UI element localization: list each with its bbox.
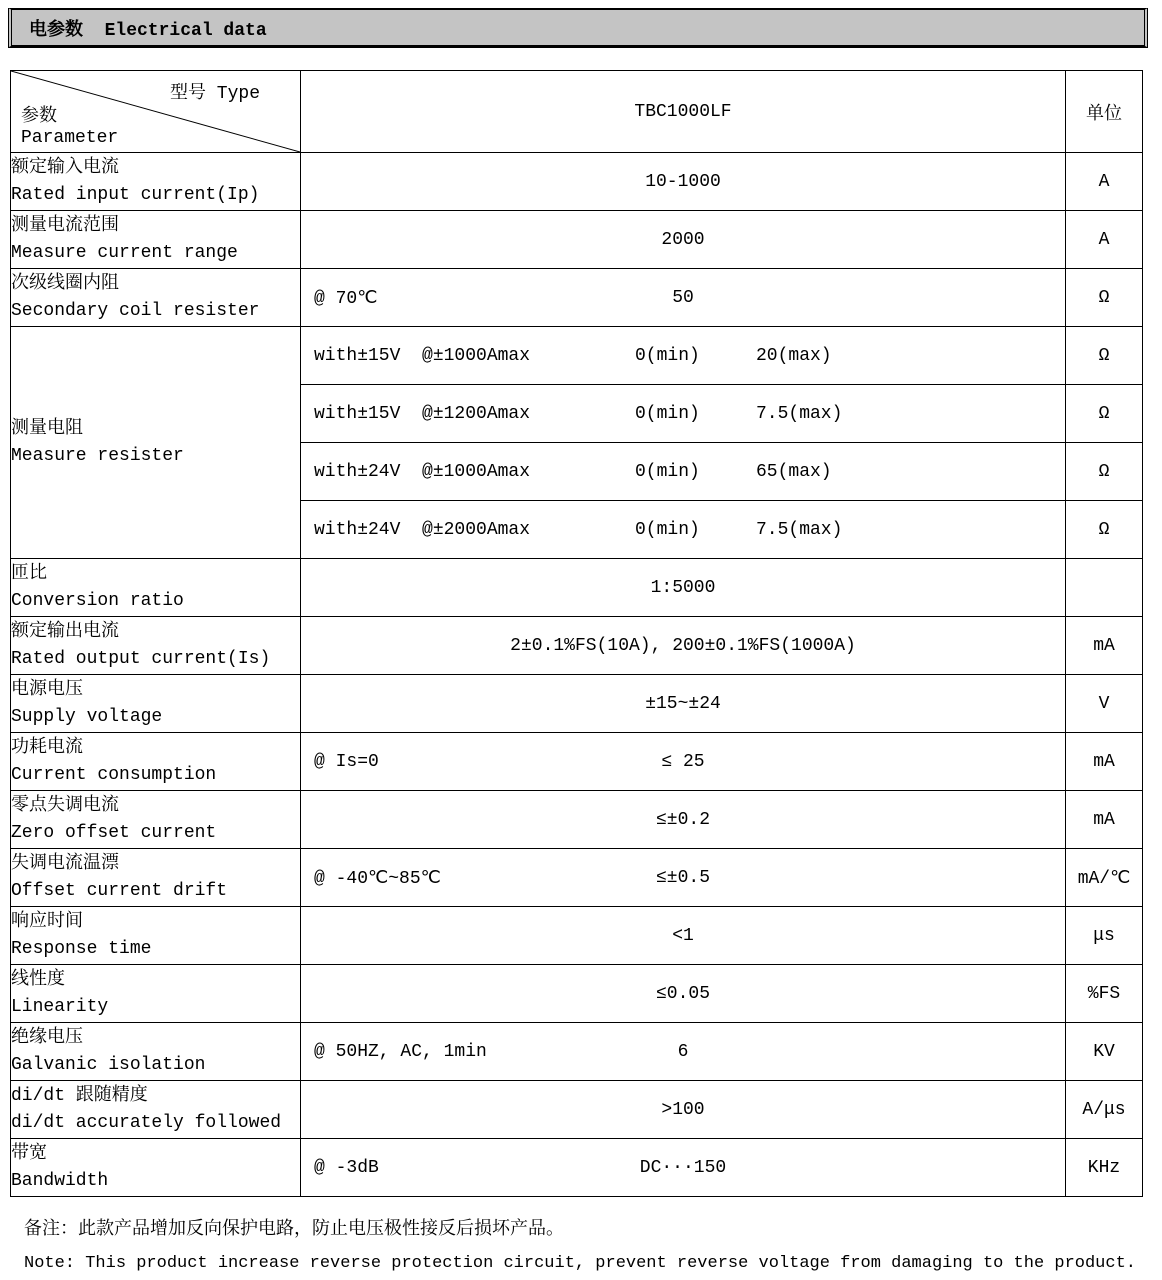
param-label-cell bbox=[11, 791, 301, 849]
section-title: 电参数 Electrical data bbox=[29, 20, 267, 41]
electrical-data-table bbox=[10, 70, 1143, 1197]
param-name-zh: 响应时间 bbox=[11, 911, 83, 932]
unit-header-label: 单位 bbox=[1086, 104, 1122, 125]
condition-text: @ Is=0 bbox=[314, 751, 379, 772]
param-name-zh: 次级线圈内阻 bbox=[11, 273, 119, 294]
max-value: 7.5(max) bbox=[756, 403, 843, 424]
row-supply-voltage bbox=[11, 675, 1143, 733]
unit-cell: KHz bbox=[1066, 1139, 1143, 1197]
value-text: 2±0.1%FS(10A), 200±0.1%FS(1000A) bbox=[510, 635, 856, 656]
table-header-row bbox=[11, 71, 1143, 153]
value-text: 1:5000 bbox=[650, 577, 716, 598]
unit-cell: Ω bbox=[1066, 501, 1143, 559]
param-name-zh: 功耗电流 bbox=[11, 737, 83, 758]
row-rated-output bbox=[11, 617, 1143, 675]
param-name-en: Offset current drift bbox=[11, 880, 228, 901]
param-name-zh: 失调电流温漂 bbox=[11, 853, 119, 874]
value-cell bbox=[301, 849, 1066, 907]
min-value: 0(min) bbox=[635, 461, 700, 482]
unit-cell: mA bbox=[1066, 791, 1143, 849]
max-value: 65(max) bbox=[756, 461, 832, 482]
param-name-en: Conversion ratio bbox=[11, 590, 184, 611]
param-label-cell bbox=[11, 907, 301, 965]
row-zero-offset bbox=[11, 791, 1143, 849]
param-name-en: Supply voltage bbox=[11, 706, 163, 727]
unit-cell: mA bbox=[1066, 617, 1143, 675]
condition-text: @ -40℃~85℃ bbox=[314, 868, 441, 889]
unit-cell: Ω bbox=[1066, 327, 1143, 385]
param-label-cell bbox=[11, 1081, 301, 1139]
param-label-cell bbox=[11, 675, 301, 733]
value-cell bbox=[301, 211, 1066, 269]
param-name-en: Rated output current(Is) bbox=[11, 648, 271, 669]
condition-text: with±24V @±2000Amax bbox=[314, 519, 531, 540]
param-label-cell bbox=[11, 1139, 301, 1197]
unit-cell: %FS bbox=[1066, 965, 1143, 1023]
unit-cell: μs bbox=[1066, 907, 1143, 965]
param-name-en: Bandwidth bbox=[11, 1170, 109, 1191]
row-conversion-ratio bbox=[11, 559, 1143, 617]
value-cell bbox=[301, 791, 1066, 849]
value-text: 10-1000 bbox=[645, 171, 721, 192]
param-name-en: Secondary coil resister bbox=[11, 300, 260, 321]
unit-cell: mA bbox=[1066, 733, 1143, 791]
value-cell bbox=[301, 385, 1066, 443]
value-cell bbox=[301, 965, 1066, 1023]
param-name-en: Rated input current(Ip) bbox=[11, 184, 260, 205]
model-name: TBC1000LF bbox=[634, 101, 732, 122]
unit-cell: A bbox=[1066, 153, 1143, 211]
param-name-zh: 带宽 bbox=[11, 1143, 47, 1164]
param-label-cell bbox=[11, 617, 301, 675]
value-text: 2000 bbox=[661, 229, 705, 250]
param-label-cell bbox=[11, 269, 301, 327]
param-name-en: Current consumption bbox=[11, 764, 217, 785]
value-text: 50 bbox=[672, 287, 694, 308]
value-text: ≤±0.2 bbox=[655, 809, 710, 830]
unit-cell: KV bbox=[1066, 1023, 1143, 1081]
min-value: 0(min) bbox=[635, 519, 700, 540]
unit-cell: Ω bbox=[1066, 385, 1143, 443]
param-label-cell bbox=[11, 327, 301, 559]
param-name-en: Measure current range bbox=[11, 242, 238, 263]
unit-cell: Ω bbox=[1066, 443, 1143, 501]
param-label-cell bbox=[11, 965, 301, 1023]
value-cell bbox=[301, 1139, 1066, 1197]
param-name-zh: 匝比 bbox=[11, 563, 47, 584]
value-text: ±15~±24 bbox=[645, 693, 721, 714]
condition-text: with±24V @±1000Amax bbox=[314, 461, 531, 482]
footnotes bbox=[24, 1214, 1136, 1280]
value-cell bbox=[301, 1081, 1066, 1139]
param-name-zh: 线性度 bbox=[11, 969, 65, 990]
row-measure-resister-1 bbox=[11, 327, 1143, 385]
value-cell bbox=[301, 733, 1066, 791]
value-cell bbox=[301, 443, 1066, 501]
param-name-zh: 测量电阻 bbox=[11, 418, 83, 439]
max-value: 7.5(max) bbox=[756, 519, 843, 540]
param-name-en: Galvanic isolation bbox=[11, 1054, 206, 1075]
param-label-cell bbox=[11, 849, 301, 907]
row-response-time bbox=[11, 907, 1143, 965]
unit-cell: A/μs bbox=[1066, 1081, 1143, 1139]
value-cell bbox=[301, 559, 1066, 617]
condition-text: with±15V @±1200Amax bbox=[314, 403, 531, 424]
section-header-bar bbox=[8, 8, 1148, 48]
model-header-cell bbox=[301, 71, 1066, 153]
min-value: 0(min) bbox=[635, 345, 700, 366]
value-cell bbox=[301, 1023, 1066, 1081]
value-cell bbox=[301, 327, 1066, 385]
condition-text: @ -3dB bbox=[314, 1157, 379, 1178]
param-label-cell bbox=[11, 1023, 301, 1081]
type-header-label: 型号 Type bbox=[169, 84, 260, 104]
row-linearity bbox=[11, 965, 1143, 1023]
condition-text: with±15V @±1000Amax bbox=[314, 345, 531, 366]
max-value: 20(max) bbox=[756, 345, 832, 366]
param-name-zh: 测量电流范围 bbox=[11, 215, 119, 236]
param-name-en: Measure resister bbox=[11, 445, 184, 466]
value-text: ≤ 25 bbox=[661, 751, 705, 772]
param-name-en: di/dt accurately followed bbox=[11, 1112, 282, 1133]
value-cell bbox=[301, 675, 1066, 733]
condition-text: @ 50HZ, AC, 1min bbox=[314, 1041, 487, 1062]
value-text: 6 bbox=[677, 1041, 689, 1062]
min-value: 0(min) bbox=[635, 403, 700, 424]
value-text: ≤±0.5 bbox=[655, 867, 710, 888]
unit-cell: V bbox=[1066, 675, 1143, 733]
row-isolation bbox=[11, 1023, 1143, 1081]
param-name-en: Response time bbox=[11, 938, 152, 959]
value-text: ≤0.05 bbox=[655, 983, 710, 1004]
value-cell bbox=[301, 907, 1066, 965]
param-header-label-zh: 参数 bbox=[21, 107, 57, 127]
value-text: >100 bbox=[661, 1099, 705, 1120]
note-en: Note: This product increase reverse protection circuit, prevent reverse voltage from damaging to the product. bbox=[24, 1254, 1136, 1273]
param-header-label-en: Parameter bbox=[21, 128, 119, 148]
param-name-zh: di/dt 跟随精度 bbox=[11, 1085, 148, 1106]
param-label-cell bbox=[11, 559, 301, 617]
param-name-zh: 电源电压 bbox=[11, 679, 83, 700]
header-diagonal-cell bbox=[11, 71, 301, 153]
value-cell bbox=[301, 269, 1066, 327]
value-cell bbox=[301, 501, 1066, 559]
param-name-en: Zero offset current bbox=[11, 822, 217, 843]
value-text: DC···150 bbox=[639, 1157, 727, 1178]
param-name-zh: 额定输出电流 bbox=[11, 621, 119, 642]
param-name-en: Linearity bbox=[11, 996, 109, 1017]
unit-cell: A bbox=[1066, 211, 1143, 269]
value-cell bbox=[301, 153, 1066, 211]
unit-cell bbox=[1066, 559, 1143, 617]
param-label-cell bbox=[11, 733, 301, 791]
value-cell bbox=[301, 617, 1066, 675]
row-rated-input bbox=[11, 153, 1143, 211]
unit-cell: Ω bbox=[1066, 269, 1143, 327]
param-name-zh: 绝缘电压 bbox=[11, 1027, 83, 1048]
note-zh: 备注：此款产品增加反向保护电路，防止电压极性接反后损坏产品。 bbox=[24, 1220, 564, 1240]
row-bandwidth bbox=[11, 1139, 1143, 1197]
param-name-zh: 额定输入电流 bbox=[11, 157, 119, 178]
row-measure-range bbox=[11, 211, 1143, 269]
unit-header-cell bbox=[1066, 71, 1143, 153]
unit-cell: mA/℃ bbox=[1066, 849, 1143, 907]
row-secondary-coil bbox=[11, 269, 1143, 327]
row-offset-drift bbox=[11, 849, 1143, 907]
condition-text: @ 70℃ bbox=[314, 288, 378, 309]
value-text: <1 bbox=[672, 925, 694, 946]
param-label-cell bbox=[11, 153, 301, 211]
param-label-cell bbox=[11, 211, 301, 269]
row-didt bbox=[11, 1081, 1143, 1139]
row-current-consumption bbox=[11, 733, 1143, 791]
param-name-zh: 零点失调电流 bbox=[11, 795, 119, 816]
